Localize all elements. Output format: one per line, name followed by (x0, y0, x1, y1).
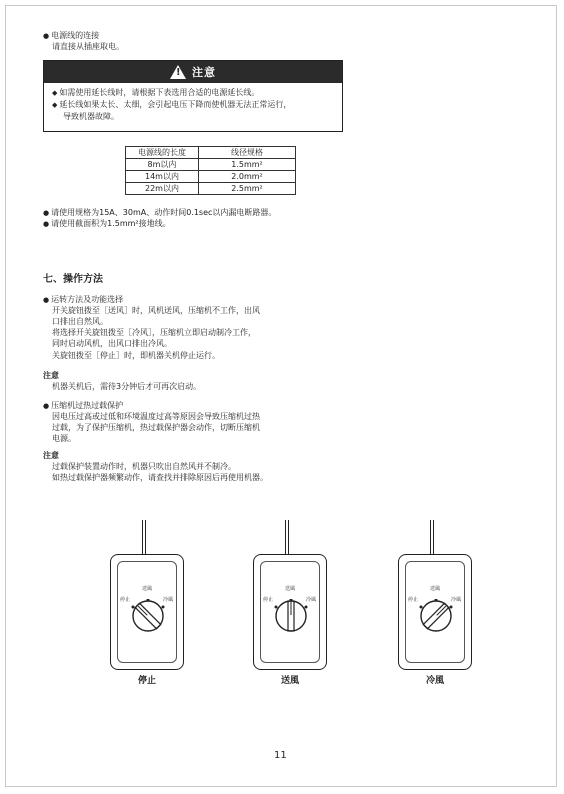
control-switch-fan (253, 554, 327, 670)
table-row (126, 171, 296, 183)
notice-item: ◆ 如需使用延长线时，请根据下表选用合适的电源延长线。 (52, 88, 260, 97)
table-cell: 2.0mm² (199, 171, 296, 183)
overheat-line: 因电压过高或过低和环境温度过高等原因会导致压缩机过热 (52, 412, 260, 421)
notice-box (43, 60, 343, 132)
switch-label-stop: 停止 (120, 597, 131, 603)
switch-caption: 停止 (138, 676, 157, 686)
table-row (126, 183, 296, 195)
page-number: 11 (274, 750, 287, 761)
operation-line: 同时启动风机，出风口排出冷风。 (52, 339, 172, 348)
switch-caption: 冷風 (426, 676, 445, 686)
operation-line: 将选择开关旋钮拨至［冷风］，压缩机立即启动制冷工作， (52, 328, 256, 337)
switch-label-fan: 送風 (430, 586, 441, 592)
table-cell: 2.5mm² (199, 183, 296, 195)
operation-line: 开关旋钮拨至［送风］时，风机送风，压缩机不工作，出风 (52, 306, 260, 315)
table-cell: 14m以内 (126, 171, 199, 183)
switch-label-fan: 送風 (142, 586, 153, 592)
table-row (126, 159, 296, 171)
rotary-knob (131, 599, 165, 633)
notice-title: 注意 (192, 66, 216, 79)
switch-label-cool: 冷風 (306, 597, 317, 603)
switch-label-stop: 停止 (263, 597, 274, 603)
notice-header (44, 61, 342, 83)
power-cord-heading: ● 电源线的连接 (43, 30, 99, 42)
overheat-line: 过载，为了保护压缩机，热过载保护器会动作，切断压缩机 (52, 423, 260, 432)
power-cord-wire (285, 520, 289, 556)
note-text: 过载保护装置动作时，机器只吹出自然风并不制冷。 (52, 462, 236, 471)
table-header-row (126, 147, 296, 159)
note-text: 如热过载保护器频繁动作，请查找并排除原因后再使用机器。 (52, 473, 268, 482)
overheat-heading: ● 压缩机过热过载保护 (43, 400, 123, 412)
table-header-cell: 线径规格 (199, 147, 296, 159)
switch-label-cool: 冷風 (163, 597, 174, 603)
note-title: 注意 (43, 451, 59, 460)
power-cord-text: 请直接从插座取电。 (52, 42, 124, 51)
table-header-cell: 电源线的长度 (126, 147, 199, 159)
switch-label-cool: 冷風 (451, 597, 462, 603)
rotary-knob (419, 599, 453, 633)
rotary-knob (274, 599, 308, 633)
operation-line: 口排出自然风。 (52, 317, 108, 326)
control-switch-cool (398, 554, 472, 670)
table-cell: 8m以内 (126, 159, 199, 171)
requirement-item: ● 请使用截面积为1.5mm²接地线。 (43, 218, 171, 230)
switch-label-stop: 停止 (408, 597, 419, 603)
operation-heading: ● 运转方法及功能选择 (43, 294, 123, 306)
warning-icon (170, 65, 186, 79)
overheat-line: 电源。 (52, 434, 76, 443)
power-cord-wire (430, 520, 434, 556)
note-text: 机器关机后，需待3分钟后才可再次启动。 (52, 382, 202, 391)
section-title: 七、操作方法 (43, 274, 103, 285)
table-cell: 1.5mm² (199, 159, 296, 171)
notice-item-continuation: 导致机器故障。 (63, 112, 119, 121)
switch-label-fan: 送風 (285, 586, 296, 592)
notice-item: ◆ 延长线如果太长、太细，会引起电压下降而使机器无法正常运行， (52, 100, 292, 109)
operation-line: 关旋钮拨至［停止］时，即机器关机停止运行。 (52, 351, 220, 360)
diamond-icon: ◆ (52, 89, 58, 97)
diamond-icon: ◆ (52, 101, 58, 109)
switch-caption: 送風 (281, 676, 300, 686)
control-switch-stop (110, 554, 184, 670)
requirement-item: ● 请使用规格为15A、30mA、动作时间0.1sec以内漏电断路器。 (43, 207, 276, 219)
table-cell: 22m以内 (126, 183, 199, 195)
cable-spec-table (125, 146, 296, 195)
note-title: 注意 (43, 371, 59, 380)
power-cord-wire (142, 520, 146, 556)
